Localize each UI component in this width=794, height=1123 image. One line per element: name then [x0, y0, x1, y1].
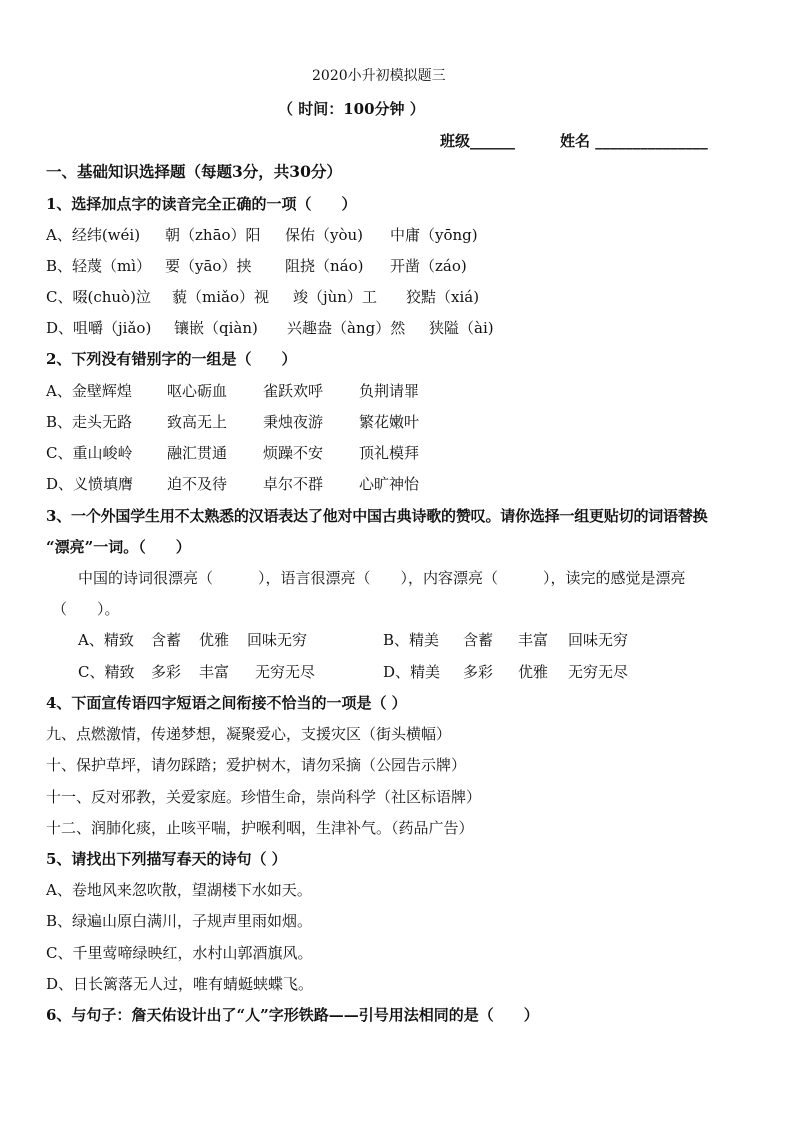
q1-a-3: 保佑（yòu)	[285, 226, 364, 244]
q2-option-a	[46, 381, 419, 401]
q1-option-d	[46, 318, 494, 338]
q1-option-b	[46, 256, 467, 276]
q2-c-3: 烦躁不安	[263, 444, 324, 462]
class-label: 班级______	[440, 132, 516, 150]
q1-b-1: B、轻蔑（mì）	[46, 257, 152, 275]
q1-option-c	[46, 287, 479, 307]
q3-d-4: 无穷无尽	[568, 663, 629, 681]
q4-option-12: 十二、润肺化痰，止咳平喘，护喉利咽，生津补气。（药品广告）	[46, 819, 474, 837]
q2-option-c	[46, 443, 419, 463]
name-label: 姓名 _______________	[560, 132, 708, 150]
q1-b-4: 开凿（záo)	[390, 257, 467, 275]
q5-option-d: D、日长篱落无人过，唯有蜻蜓蛱蝶飞。	[46, 975, 314, 993]
q2-d-2: 迫不及待	[167, 475, 228, 493]
question-5-stem: 5、请找出下列描写春天的诗句（ ）	[46, 850, 287, 868]
q3-c-3: 丰富	[199, 663, 230, 681]
q1-d-1: D、咀嚼（jiǎo)	[46, 319, 152, 337]
q2-b-3: 秉烛夜游	[263, 413, 324, 431]
q1-c-2: 藐（miǎo）视	[172, 288, 269, 306]
q3-passage-line2: （ ）。	[52, 600, 120, 618]
section-heading: 一、基础知识选择题（每题3分，共30分）	[46, 162, 342, 181]
question-6-stem: 6、与句子：詹天佑设计出了“人”字形铁路——引号用法相同的是（ ）	[46, 1006, 539, 1024]
q3-b-2: 含蓄	[463, 631, 494, 649]
q5-option-c: C、千里莺啼绿映红，水村山郭酒旗风。	[46, 944, 313, 962]
exam-title: 2020小升初模拟题三	[312, 68, 446, 84]
q2-option-d	[46, 474, 419, 494]
q1-c-3: 竣（jùn）工	[293, 288, 377, 306]
q2-c-1: C、重山峻岭	[46, 444, 133, 462]
q2-b-4: 繁花嫩叶	[359, 413, 420, 431]
q1-b-2: 要（yāo）挟	[165, 257, 252, 275]
q5-option-b: B、绿遍山原白满川，子规声里雨如烟。	[46, 912, 313, 930]
q2-d-1: D、义愤填膺	[46, 475, 134, 493]
q1-a-1: A、经纬(wéi)	[46, 226, 141, 244]
q1-c-1: C、啜(chuò)泣	[46, 288, 151, 306]
q2-a-1: A、金壁辉煌	[46, 382, 132, 400]
q2-a-2: 呕心砺血	[167, 382, 228, 400]
q3-option-d	[383, 662, 628, 682]
q3-b-3: 丰富	[518, 631, 549, 649]
q3-a-4: 回味无穷	[247, 631, 308, 649]
q4-option-11: 十一、反对邪教，关爱家庭。珍惜生命，崇尚科学（社区标语牌）	[46, 788, 482, 806]
q3-b-4: 回味无穷	[568, 631, 629, 649]
q3-a-2: 含蓄	[151, 631, 182, 649]
q2-b-1: B、走头无路	[46, 413, 133, 431]
q2-a-4: 负荆请罪	[359, 382, 420, 400]
q3-d-3: 优雅	[518, 663, 549, 681]
q3-option-b	[383, 630, 628, 650]
q2-c-4: 顶礼模拜	[359, 444, 420, 462]
q3-c-2: 多彩	[151, 663, 182, 681]
q2-a-3: 雀跃欢呼	[263, 382, 324, 400]
q3-d-1: D、精美	[383, 663, 441, 681]
q2-b-2: 致高无上	[167, 413, 228, 431]
q1-a-4: 中庸（yōng)	[390, 226, 478, 244]
q2-option-b	[46, 412, 419, 432]
q2-c-2: 融汇贯通	[167, 444, 228, 462]
q2-d-4: 心旷神怡	[359, 475, 420, 493]
q1-c-4: 狡黠（xiá)	[406, 288, 480, 306]
q1-d-2: 镶嵌（qiàn)	[174, 319, 258, 337]
q3-c-1: C、精致	[78, 663, 135, 681]
q1-d-4: 狭隘（ài)	[429, 319, 494, 337]
q1-d-3: 兴趣盎（àng）然	[287, 319, 406, 337]
question-2-stem: 2、下列没有错别字的一组是（ ）	[46, 350, 297, 368]
q3-b-1: B、精美	[383, 631, 440, 649]
q1-b-3: 阻挠（náo)	[285, 257, 364, 275]
q5-option-a: A、卷地风来忽吹散，望湖楼下水如天。	[46, 881, 312, 899]
q3-passage-line1: 中国的诗词很漂亮（ ），语言很漂亮（ ），内容漂亮（ ），读完的感觉是漂亮	[78, 569, 686, 587]
q3-option-c	[78, 662, 315, 682]
q2-d-3: 卓尔不群	[263, 475, 324, 493]
q1-a-2: 朝（zhāo）阳	[165, 226, 261, 244]
question-3-stem-line2: “漂亮”一词。（ ）	[46, 538, 191, 556]
question-1-stem: 1、选择加点字的读音完全正确的一项（ ）	[46, 195, 357, 213]
exam-time: （ 时间：100分钟 ）	[278, 100, 425, 118]
q1-option-a	[46, 225, 478, 245]
q3-c-4: 无穷无尽	[255, 663, 316, 681]
q4-option-10: 十、保护草坪，请勿踩踏；爱护树木，请勿采摘（公园告示牌）	[46, 756, 467, 774]
q3-a-1: A、精致	[78, 631, 134, 649]
q4-option-9: 九、点燃激情，传递梦想，凝聚爱心，支援灾区（街头横幅）	[46, 725, 452, 743]
q3-a-3: 优雅	[199, 631, 230, 649]
question-3-stem-line1: 3、一个外国学生用不太熟悉的汉语表达了他对中国古典诗歌的赞叹。请你选择一组更贴切的词语替换	[46, 507, 708, 525]
question-4-stem: 4、下面宣传语四字短语之间衔接不恰当的一项是（ ）	[46, 694, 407, 712]
q3-d-2: 多彩	[463, 663, 494, 681]
q3-option-a	[78, 630, 307, 650]
